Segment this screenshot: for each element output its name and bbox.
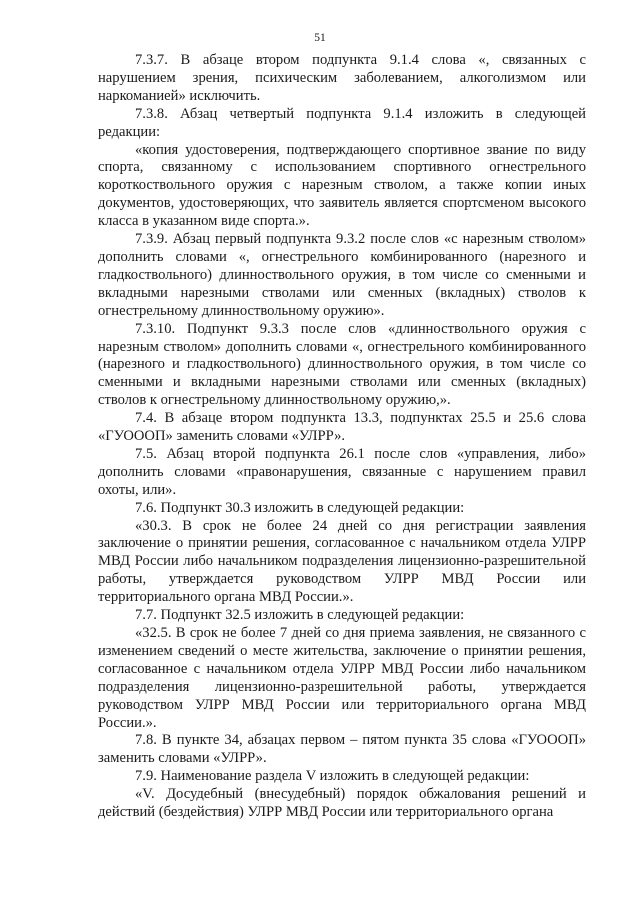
paragraph-section-v-quote: «V. Досудебный (внесудебный) порядок обжалования решений и действий (бездействия) УЛРР МВД России или территориального органа bbox=[98, 786, 586, 821]
paragraph-30-3-quote: «30.3. В срок не более 24 дней со дня регистрации заявления заключение о принятии решения, согласованное с начальником отдела УЛРР МВД России либо начальником подразделения лицензионно-разрешительной работы, утверждается руководством УЛРР МВД России или территориального органа МВД России.». bbox=[98, 517, 586, 606]
page-number: 51 bbox=[314, 32, 326, 44]
paragraph-7-3-8: 7.3.8. Абзац четвертый подпункта 9.1.4 изложить в следующей редакции: bbox=[98, 105, 586, 140]
paragraph-7-3-9: 7.3.9. Абзац первый подпункта 9.3.2 после слов «с нарезным стволом» дополнить словами «, огнестрельного комбинированного (нарезного и гладкоствольного) длинноствольного оружия, в том числе со сменными и вкладными нарезными стволами или сменных (вкладных) стволов к огнестрельному длинноствольному оружию». bbox=[98, 231, 586, 319]
paragraph-7-5: 7.5. Абзац второй подпункта 26.1 после слов «управления, либо» дополнить словами «правонарушения, связанные с нарушением правил охоты, или». bbox=[98, 445, 586, 498]
paragraph-7-9: 7.9. Наименование раздела V изложить в следующей редакции: bbox=[135, 768, 530, 785]
paragraph-7-4: 7.4. В абзаце втором подпункта 13.3, подпунктах 25.5 и 25.6 слова «ГУОООП» заменить словами «УЛРР». bbox=[98, 410, 586, 445]
paragraph-7-7: 7.7. Подпункт 32.5 изложить в следующей редакции: bbox=[135, 607, 465, 624]
paragraph-7-3-7: 7.3.7. В абзаце втором подпункта 9.1.4 слова «, связанных с нарушением зрения, психическим заболеванием, алкоголизмом или наркоманией» исключить. bbox=[98, 52, 586, 104]
paragraph-7-6: 7.6. Подпункт 30.3 изложить в следующей редакции: bbox=[135, 499, 465, 516]
paragraph-32-5-quote: «32.5. В срок не более 7 дней со дня приема заявления, не связанного с изменением сведений о месте жительства, заключение о принятии решения, согласованное с начальником отдела УЛРР МВД России либо начальником подразделения лицензионно-разрешительной работы, утверждается руководством УЛРР МВД России или территориального органа МВД России.». bbox=[98, 625, 586, 731]
paragraph-7-8: 7.8. В пункте 34, абзацах первом – пятом пункта 35 слова «ГУОООП» заменить словами «УЛРР». bbox=[98, 732, 586, 767]
document-body bbox=[98, 52, 586, 822]
paragraph-7-3-8-quote: «копия удостоверения, подтверждающего спортивное звание по виду спорта, связанному с использованием спортивного огнестрельного короткоствольного оружия с нарезным стволом, а также копии иных документов, удостоверяющих, что заявитель является спортсменом высокого класса в указанном виде спорта.». bbox=[98, 141, 586, 230]
paragraph-7-3-10: 7.3.10. Подпункт 9.3.3 после слов «длинноствольного оружия с нарезным стволом» дополнить словами «, огнестрельного комбинированного (нарезного и гладкоствольного) длинноствольного оружия, в том числе со сменными и вкладными нарезными стволами или сменных (вкладных) стволов к огнестрельному длинноствольному оружию,». bbox=[98, 320, 586, 409]
